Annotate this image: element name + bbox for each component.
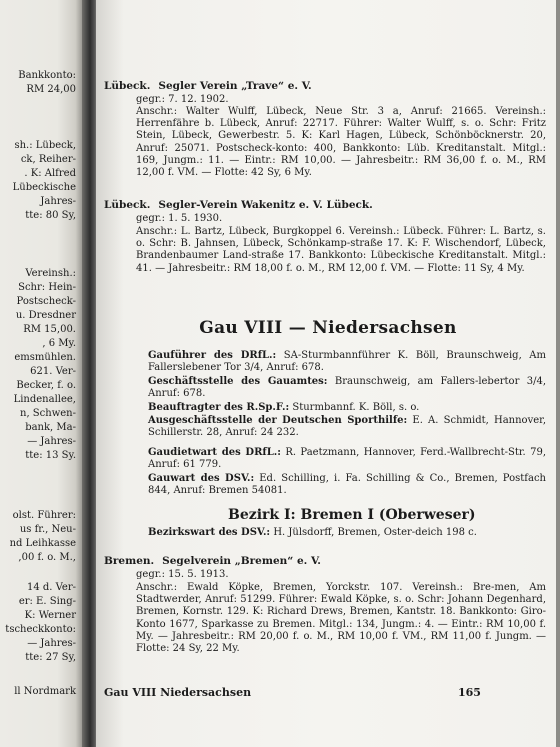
entry-founded: gegr.: 1. 5. 1930. <box>136 213 223 224</box>
left-page-line: — Jahres- <box>27 436 76 447</box>
left-page-line: Vereinsh.: <box>25 268 76 279</box>
left-page-line: RM 24,00 <box>26 84 76 95</box>
left-page-line: K: Werner <box>24 610 76 621</box>
left-page-line: Becker, f. o. <box>16 380 76 391</box>
gau-line <box>148 447 546 471</box>
left-page-line: ll Nordmark <box>14 686 76 697</box>
bezirk-title: Bezirk I: Bremen I (Oberweser) <box>228 507 476 523</box>
left-page-line: , 6 My. <box>42 338 76 349</box>
left-page-line: bank, Ma- <box>25 422 76 433</box>
left-page-line: er: E. Sing- <box>18 596 76 607</box>
bezirk-warden <box>148 527 546 539</box>
bezirk-warden-label: Bezirkswart des DSV.: <box>148 527 271 538</box>
page-number: 165 <box>458 686 481 699</box>
left-page-line: sh.: Lübeck, <box>14 140 76 151</box>
left-page-line: Lindenallee, <box>13 394 76 405</box>
footer-running-head: Gau VIII Niedersachsen <box>104 686 252 699</box>
entry-heading <box>104 199 373 211</box>
left-page-line: us fr., Neu- <box>19 524 76 535</box>
gau-line-text: Ed. Schilling, i. Fa. Schilling & Co., Bremen, Postfach 844, Anruf: Bremen 54081. <box>148 473 546 497</box>
gau-line-label: Ausgeschäftsstelle der Deutschen Sporthilfe: <box>148 415 408 426</box>
gau-line-label: Geschäftsstelle des Gauamtes: <box>148 376 328 387</box>
gau-line-text: E. A. Schmidt, Hannover, Schillerstr. 28, Anruf: 24 232. <box>148 415 546 439</box>
left-page-line: Jahres- <box>40 196 76 207</box>
gau-title: Gau VIII — Niedersachsen <box>199 318 457 338</box>
gau-line-text: SA-Sturmbannführer K. Böll, Braunschweig, Am Fallerslebener Tor 3/4, Anruf: 678. <box>148 350 547 374</box>
entry-founded: gegr.: 15. 5. 1913. <box>136 569 229 580</box>
left-page-line: . K: Alfred <box>24 168 76 179</box>
entry-city: Lübeck. <box>104 199 151 211</box>
left-page-line: nd Leihkasse <box>9 538 76 549</box>
gau-line-text: Sturmbannf. K. Böll, s. o. <box>292 402 420 413</box>
entry-city: Lübeck. <box>104 80 151 92</box>
left-page-line: tte: 27 Sy, <box>25 652 76 663</box>
right-page <box>96 0 560 747</box>
left-page-line: Lübeckische <box>12 182 76 193</box>
page-content <box>96 0 560 747</box>
entry-club-name: Segelverein „Bremen“ e. V. <box>162 555 321 567</box>
left-page-line: Postscheck- <box>16 296 76 307</box>
entry-city: Bremen. <box>104 555 155 567</box>
left-page-line: n, Schwen- <box>20 408 76 419</box>
gau-line-label: Beauftragter des R.Sp.F.: <box>148 402 290 413</box>
entry-club-name: Segler Verein „Trave“ e. V. <box>158 80 312 92</box>
bezirk-warden-text: H. Jülsdorff, Bremen, Oster-deich 198 c. <box>273 527 477 538</box>
left-page-line: emsmühlen. <box>14 352 76 363</box>
entry-heading <box>104 555 321 567</box>
left-page-line: ck, Reiher- <box>20 154 76 165</box>
left-page-line: tte: 13 Sy. <box>25 450 76 461</box>
left-page-line: u. Dresdner <box>15 310 76 321</box>
gau-line <box>148 415 546 439</box>
entry-heading <box>104 80 312 92</box>
gau-line-label: Gaudietwart des DRfL.: <box>148 447 281 458</box>
gau-line <box>148 473 546 497</box>
gau-line-label: Gauführer des DRfL.: <box>148 350 277 361</box>
left-page-line: Bankkonto: <box>18 70 76 81</box>
entry-founded: gegr.: 7. 12. 1902. <box>136 94 229 105</box>
left-page-line: 14 d. Ver- <box>26 582 76 593</box>
entry-text: Anschr.: L. Bartz, Lübeck, Burgkoppel 6. Vereinsh.: Lübeck. Führer: L. Bartz, s. o. Schr: B. Jahnsen, Lübeck, Schönkamp-straße 17. K: F. Wischendorf, Lübeck, Brandenbaumer Land-straße 17. Bankkonto: Lübeckische Kreditanstalt. Mitgl.: 41. — Jahresbeitr.: RM 18,00 f. o. M., RM 12,00 f. VM. — Flotte: 11 Sy, 4 My. <box>136 226 546 274</box>
gau-line <box>148 376 546 400</box>
entry-text: Anschr.: Walter Wulff, Lübeck, Neue Str. 3 a, Anruf: 21665. Vereinsh.: Herrenfähre b. Lübeck, Anruf: 22717. Führer: Walter Wulff, s. o. Schr: Fritz Stein, Lübeck, Gewerbestr. 5. K: Karl Hagen, Lübeck, Schönböcknerstr. 20, Anruf: 25071. Postscheck-konto: 400, Bankkonto: Lüb. Kreditanstalt. Mitgl.: 169, Jungm.: 11. — Eintr.: RM 10,00. — Jahresbeitr.: RM 36,00 f. o. M., RM 12,00 f. VM. — Flotte: 42 Sy, 6 My. <box>136 106 546 179</box>
gau-line <box>148 350 546 374</box>
gau-line-text: R. Paetzmann, Hannover, Ferd.-Wallbrecht-Str. 79, Anruf: 61 779. <box>148 447 546 471</box>
gau-line <box>148 402 546 414</box>
left-page-line: RM 15,00. <box>23 324 76 335</box>
left-facing-page <box>0 0 82 747</box>
left-page-line: tscheckkonto: <box>5 624 76 635</box>
left-page-line: — Jahres- <box>27 638 76 649</box>
left-page-line: tte: 80 Sy, <box>25 210 76 221</box>
entry-text: Anschr.: Ewald Köpke, Bremen, Yorckstr. 107. Vereinsh.: Bre-men, Am Stadtwerder, Anruf: 51299. Führer: Ewald Köpke, s. o. Schr: Johann Degenhard, Bremen, Kornstr. 129. K: Richard Drews, Bremen, Kantstr. 18. Bankkonto: Giro-Konto 1677, Sparkasse zu Bremen. Mitgl.: 134, Jungm.: 4. — Eintr.: RM 10,00 f. My. — Jahresbeitr.: RM 20,00 f. o. M., RM 10,00 f. VM., RM 11,00 f. Jungm. — Flotte: 24 Sy, 22 My. <box>136 582 546 655</box>
left-page-line: 621. Ver- <box>30 366 76 377</box>
left-page-line: Schr: Hein- <box>18 282 76 293</box>
entry-club-name: Segler-Verein Wakenitz e. V. Lübeck. <box>158 199 373 211</box>
left-page-line: olst. Führer: <box>12 510 76 521</box>
left-page-line: ,00 f. o. M., <box>18 552 76 563</box>
gau-line-label: Gauwart des DSV.: <box>148 473 255 484</box>
gau-line-text: Braunschweig, am Fallers-lebertor 3/4, Anruf: 678. <box>148 376 547 400</box>
